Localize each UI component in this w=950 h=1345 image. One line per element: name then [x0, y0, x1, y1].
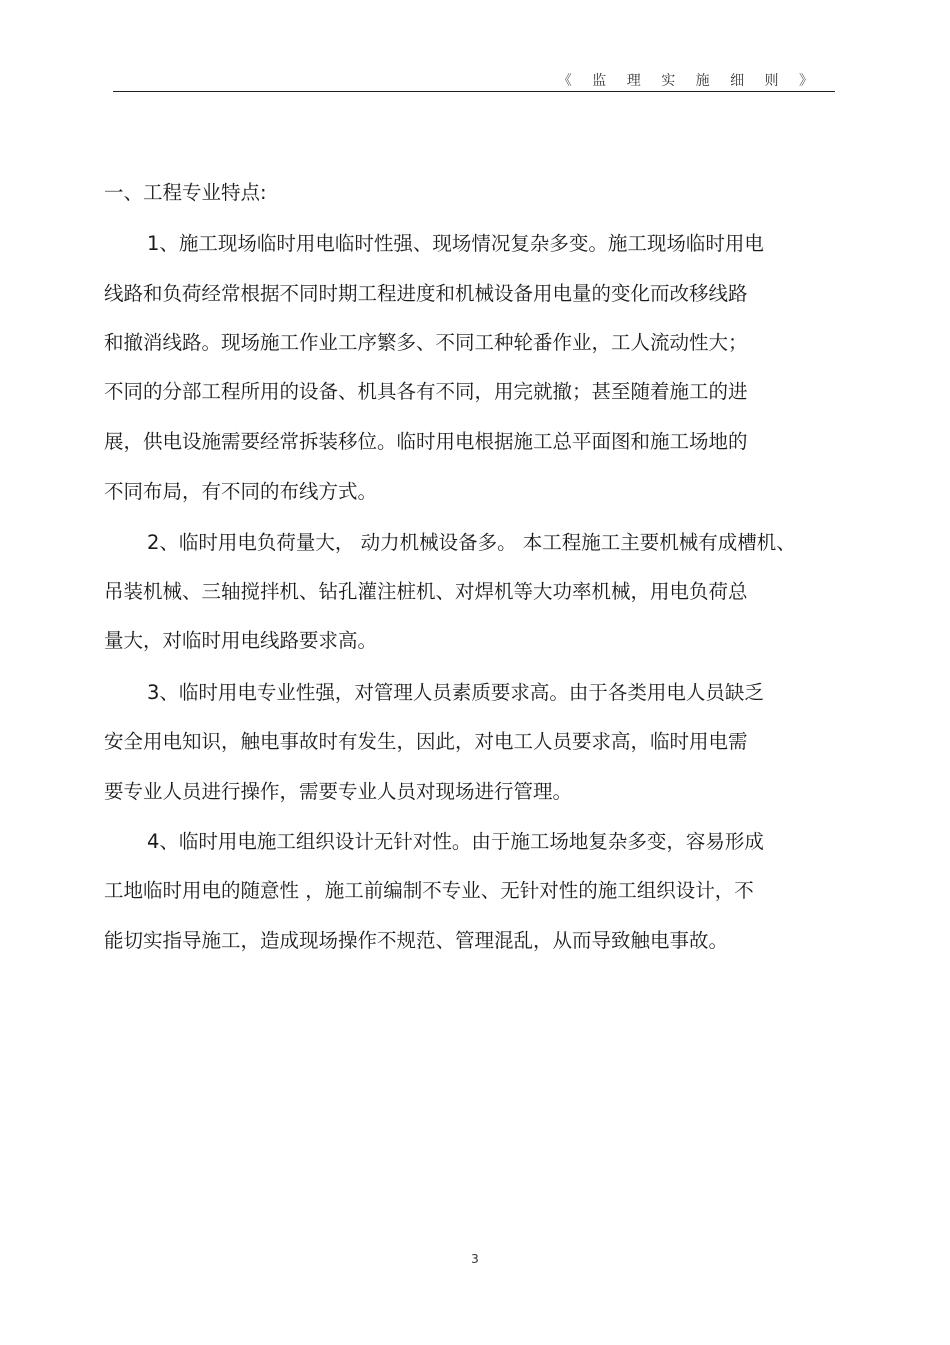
- paragraph-2-line-1: 2、临时用电负荷量大， 动力机械设备多。 本工程施工主要机械有成槽机、: [147, 531, 796, 554]
- paragraph-1-line-3: 和撤消线路。现场施工作业工序繁多、不同工种轮番作业，工人流动性大；: [104, 331, 748, 354]
- paragraph-3-line-1: 3、临时用电专业性强，对管理人员素质要求高。由于各类用电人员缺乏: [147, 681, 764, 704]
- section-heading: 一、工程专业特点:: [104, 181, 267, 204]
- paragraph-1-line-4: 不同的分部工程所用的设备、机具各有不同，用完就撤；甚至随着施工的进: [104, 380, 748, 403]
- paragraph-1-line-6: 不同布局，有不同的布线方式。: [104, 480, 378, 503]
- running-header: [113, 72, 835, 92]
- header-title: 《 监 理 实 施 细 则 》: [557, 73, 821, 89]
- paragraph-4-line-2: 工地临时用电的随意性 ，施工前编制不专业、无针对性的施工组织设计，不: [104, 879, 754, 902]
- page-number: 3: [471, 1252, 479, 1266]
- paragraph-3-line-2: 安全用电知识，触电事故时有发生，因此，对电工人员要求高，临时用电需: [104, 730, 748, 753]
- paragraph-1-line-2: 线路和负荷经常根据不同时期工程进度和机械设备用电量的变化而改移线路: [104, 282, 748, 305]
- paragraph-2-line-3: 量大，对临时用电线路要求高。: [104, 629, 378, 652]
- paragraph-4-line-1: 4、临时用电施工组织设计无针对性。由于施工场地复杂多变，容易形成: [147, 830, 764, 853]
- paragraph-2-line-2: 吊装机械、三轴搅拌机、钻孔灌注桩机、对焊机等大功率机械，用电负荷总: [104, 580, 748, 603]
- paragraph-1-line-5: 展，供电设施需要经常拆装移位。临时用电根据施工总平面图和施工场地的: [104, 430, 748, 453]
- paragraph-4-line-3: 能切实指导施工，造成现场操作不规范、管理混乱，从而导致触电事故。: [104, 929, 729, 952]
- paragraph-1-line-1: 1、施工现场临时用电临时性强、现场情况复杂多变。施工现场临时用电: [147, 232, 764, 255]
- paragraph-3-line-3: 要专业人员进行操作，需要专业人员对现场进行管理。: [104, 780, 573, 803]
